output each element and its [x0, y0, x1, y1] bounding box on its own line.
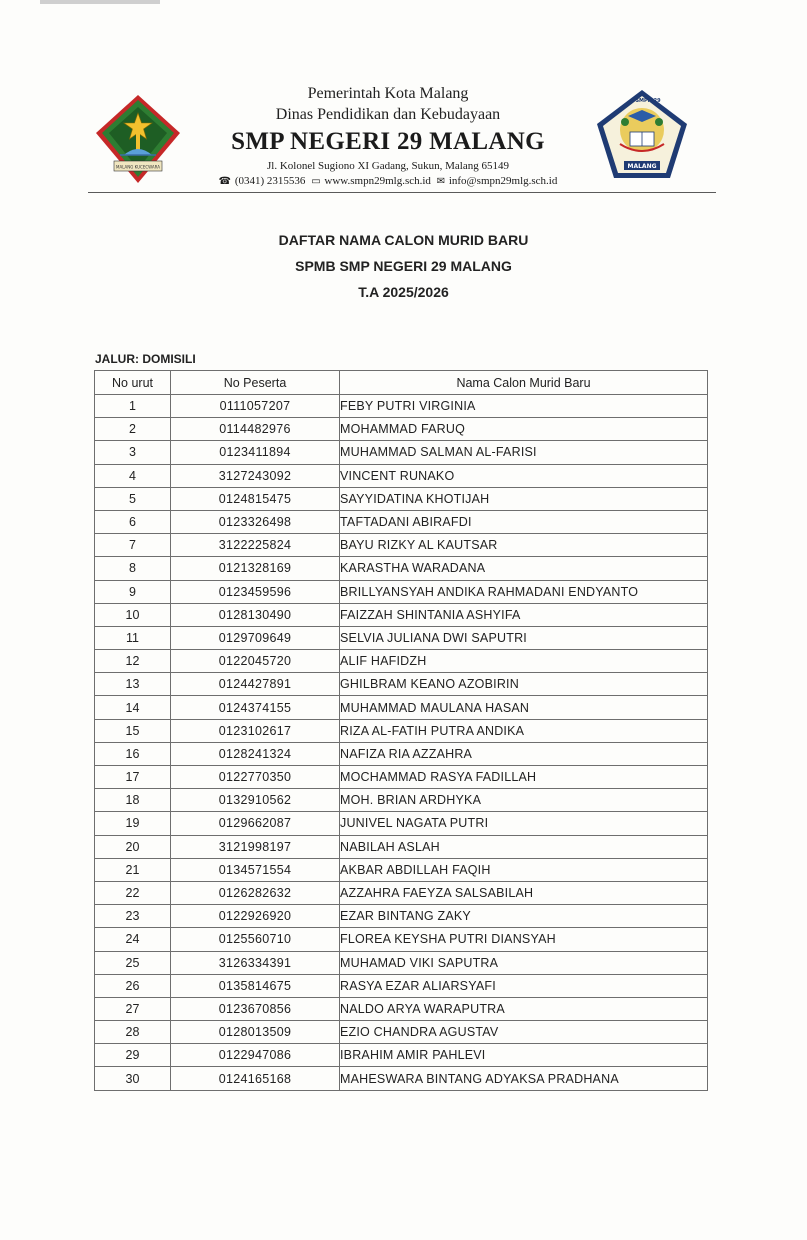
student-name: RASYA EZAR ALIARSYAFI — [340, 974, 708, 997]
student-name: MUHAMMAD MAULANA HASAN — [340, 696, 708, 719]
row-number: 25 — [95, 951, 171, 974]
student-name: ALIF HAFIDZH — [340, 650, 708, 673]
row-number: 20 — [95, 835, 171, 858]
row-number: 29 — [95, 1044, 171, 1067]
row-number: 8 — [95, 557, 171, 580]
student-name: AKBAR ABDILLAH FAQIH — [340, 858, 708, 881]
row-number: 28 — [95, 1021, 171, 1044]
student-name: RIZA AL-FATIH PUTRA ANDIKA — [340, 719, 708, 742]
participant-number: 0126282632 — [171, 881, 340, 904]
row-number: 2 — [95, 418, 171, 441]
student-name: SAYYIDATINA KHOTIJAH — [340, 487, 708, 510]
row-number: 19 — [95, 812, 171, 835]
table-row — [95, 1021, 708, 1044]
participant-number: 0123459596 — [171, 580, 340, 603]
participant-number: 0128130490 — [171, 603, 340, 626]
student-name: TAFTADANI ABIRAFDI — [340, 510, 708, 533]
participant-number: 3122225824 — [171, 534, 340, 557]
email-link[interactable]: info@smpn29mlg.sch.id — [448, 175, 558, 187]
col-header-no-peserta: No Peserta — [171, 371, 340, 395]
table-row — [95, 626, 708, 649]
participant-number: 0124427891 — [171, 673, 340, 696]
table-row — [95, 441, 708, 464]
table-header-row — [95, 371, 708, 395]
participant-number: 0124815475 — [171, 487, 340, 510]
table-row — [95, 974, 708, 997]
table-row — [95, 858, 708, 881]
table-row — [95, 951, 708, 974]
row-number: 16 — [95, 742, 171, 765]
school-contact — [188, 174, 588, 189]
student-name: KARASTHA WARADANA — [340, 557, 708, 580]
phone-number: (0341) 2315536 — [234, 175, 306, 187]
table-row — [95, 510, 708, 533]
participant-number: 0122770350 — [171, 766, 340, 789]
city-emblem-logo — [94, 93, 182, 185]
student-name: AZZAHRA FAEYZA SALSABILAH — [340, 881, 708, 904]
row-number: 3 — [95, 441, 171, 464]
participant-number: 0129662087 — [171, 812, 340, 835]
student-name: BAYU RIZKY AL KAUTSAR — [340, 534, 708, 557]
row-number: 17 — [95, 766, 171, 789]
row-number: 11 — [95, 626, 171, 649]
row-number: 12 — [95, 650, 171, 673]
row-number: 27 — [95, 997, 171, 1020]
table-row — [95, 696, 708, 719]
table-row — [95, 650, 708, 673]
participant-number: 0128013509 — [171, 1021, 340, 1044]
row-number: 14 — [95, 696, 171, 719]
participant-number: 0124165168 — [171, 1067, 340, 1090]
col-header-no-urut: No urut — [95, 371, 171, 395]
table-row — [95, 719, 708, 742]
row-number: 6 — [95, 510, 171, 533]
student-name: FEBY PUTRI VIRGINIA — [340, 395, 708, 418]
participant-number: 0114482976 — [171, 418, 340, 441]
student-name: NAFIZA RIA AZZAHRA — [340, 742, 708, 765]
participant-number: 3127243092 — [171, 464, 340, 487]
student-name: BRILLYANSYAH ANDIKA RAHMADANI ENDYANTO — [340, 580, 708, 603]
student-name: MUHAMMAD SALMAN AL-FARISI — [340, 441, 708, 464]
student-name: JUNIVEL NAGATA PUTRI — [340, 812, 708, 835]
row-number: 22 — [95, 881, 171, 904]
table-row — [95, 603, 708, 626]
table-row — [95, 418, 708, 441]
monitor-icon: ▭ — [311, 176, 321, 187]
participant-number: 0122045720 — [171, 650, 340, 673]
participant-number: 0134571554 — [171, 858, 340, 881]
participant-number: 0121328169 — [171, 557, 340, 580]
website-link[interactable]: www.smpn29mlg.sch.id — [324, 175, 431, 187]
participant-number: 0122926920 — [171, 905, 340, 928]
student-name: MAHESWARA BINTANG ADYAKSA PRADHANA — [340, 1067, 708, 1090]
student-name: NABILAH ASLAH — [340, 835, 708, 858]
participant-number: 0125560710 — [171, 928, 340, 951]
page-edge-mark — [40, 0, 160, 4]
school-logo-label: MALANG — [627, 163, 657, 170]
table-row — [95, 881, 708, 904]
student-list-table — [94, 370, 708, 1091]
participant-number: 3121998197 — [171, 835, 340, 858]
table-row — [95, 766, 708, 789]
participant-number: 3126334391 — [171, 951, 340, 974]
table-row — [95, 835, 708, 858]
col-header-nama: Nama Calon Murid Baru — [340, 371, 708, 395]
city-emblem-text: MALANG KUCECWARA — [116, 164, 160, 170]
participant-number: 0128241324 — [171, 742, 340, 765]
row-number: 30 — [95, 1067, 171, 1090]
phone-icon: ☎ — [218, 176, 232, 187]
participant-number: 0123670856 — [171, 997, 340, 1020]
participant-number: 0132910562 — [171, 789, 340, 812]
student-name: MOH. BRIAN ARDHYKA — [340, 789, 708, 812]
table-row — [95, 395, 708, 418]
table-row — [95, 557, 708, 580]
student-name: NALDO ARYA WARAPUTRA — [340, 997, 708, 1020]
table-row — [95, 673, 708, 696]
table-row — [95, 1044, 708, 1067]
table-row — [95, 487, 708, 510]
letterhead — [88, 78, 716, 193]
table-row — [95, 580, 708, 603]
row-number: 9 — [95, 580, 171, 603]
participant-number: 0123411894 — [171, 441, 340, 464]
school-name: SMP NEGERI 29 MALANG — [231, 128, 545, 155]
school-logo-number: SMPN 29 — [635, 98, 661, 104]
participant-number: 0122947086 — [171, 1044, 340, 1067]
participant-number: 0123102617 — [171, 719, 340, 742]
participant-number: 0111057207 — [171, 395, 340, 418]
letterhead-divider — [88, 192, 716, 193]
row-number: 15 — [95, 719, 171, 742]
title-line-1: DAFTAR NAMA CALON MURID BARU — [278, 232, 529, 248]
row-number: 10 — [95, 603, 171, 626]
row-number: 1 — [95, 395, 171, 418]
participant-number: 0123326498 — [171, 510, 340, 533]
table-row — [95, 1067, 708, 1090]
student-name: FLOREA KEYSHA PUTRI DIANSYAH — [340, 928, 708, 951]
student-name: MOCHAMMAD RASYA FADILLAH — [340, 766, 708, 789]
document-title — [0, 230, 807, 308]
row-number: 18 — [95, 789, 171, 812]
row-number: 24 — [95, 928, 171, 951]
student-name: EZIO CHANDRA AGUSTAV — [340, 1021, 708, 1044]
row-number: 23 — [95, 905, 171, 928]
title-line-2: SPMB SMP NEGERI 29 MALANG — [295, 258, 512, 274]
participant-number: 0135814675 — [171, 974, 340, 997]
table-row — [95, 789, 708, 812]
title-line-3: T.A 2025/2026 — [358, 284, 449, 300]
letterhead-text — [188, 78, 588, 189]
table-row — [95, 905, 708, 928]
row-number: 21 — [95, 858, 171, 881]
participant-number: 0129709649 — [171, 626, 340, 649]
student-name: MOHAMMAD FARUQ — [340, 418, 708, 441]
student-name: GHILBRAM KEANO AZOBIRIN — [340, 673, 708, 696]
department-name: Dinas Pendidikan dan Kebudayaan — [275, 106, 501, 123]
student-name: MUHAMAD VIKI SAPUTRA — [340, 951, 708, 974]
table-row — [95, 534, 708, 557]
student-name: SELVIA JULIANA DWI SAPUTRI — [340, 626, 708, 649]
table-row — [95, 997, 708, 1020]
row-number: 26 — [95, 974, 171, 997]
table-row — [95, 928, 708, 951]
admission-track-label: JALUR: DOMISILI — [95, 352, 196, 366]
school-address: Jl. Kolonel Sugiono XI Gadang, Sukun, Malang 65149 — [267, 160, 509, 172]
row-number: 5 — [95, 487, 171, 510]
table-row — [95, 464, 708, 487]
school-logo — [594, 88, 690, 182]
student-name: EZAR BINTANG ZAKY — [340, 905, 708, 928]
table-row — [95, 812, 708, 835]
row-number: 7 — [95, 534, 171, 557]
student-name: FAIZZAH SHINTANIA ASHYIFA — [340, 603, 708, 626]
government-name: Pemerintah Kota Malang — [307, 85, 469, 102]
participant-number: 0124374155 — [171, 696, 340, 719]
student-name: IBRAHIM AMIR PAHLEVI — [340, 1044, 708, 1067]
mail-icon: ✉ — [436, 176, 446, 187]
table-body — [95, 395, 708, 1091]
student-name: VINCENT RUNAKO — [340, 464, 708, 487]
row-number: 13 — [95, 673, 171, 696]
row-number: 4 — [95, 464, 171, 487]
table-row — [95, 742, 708, 765]
